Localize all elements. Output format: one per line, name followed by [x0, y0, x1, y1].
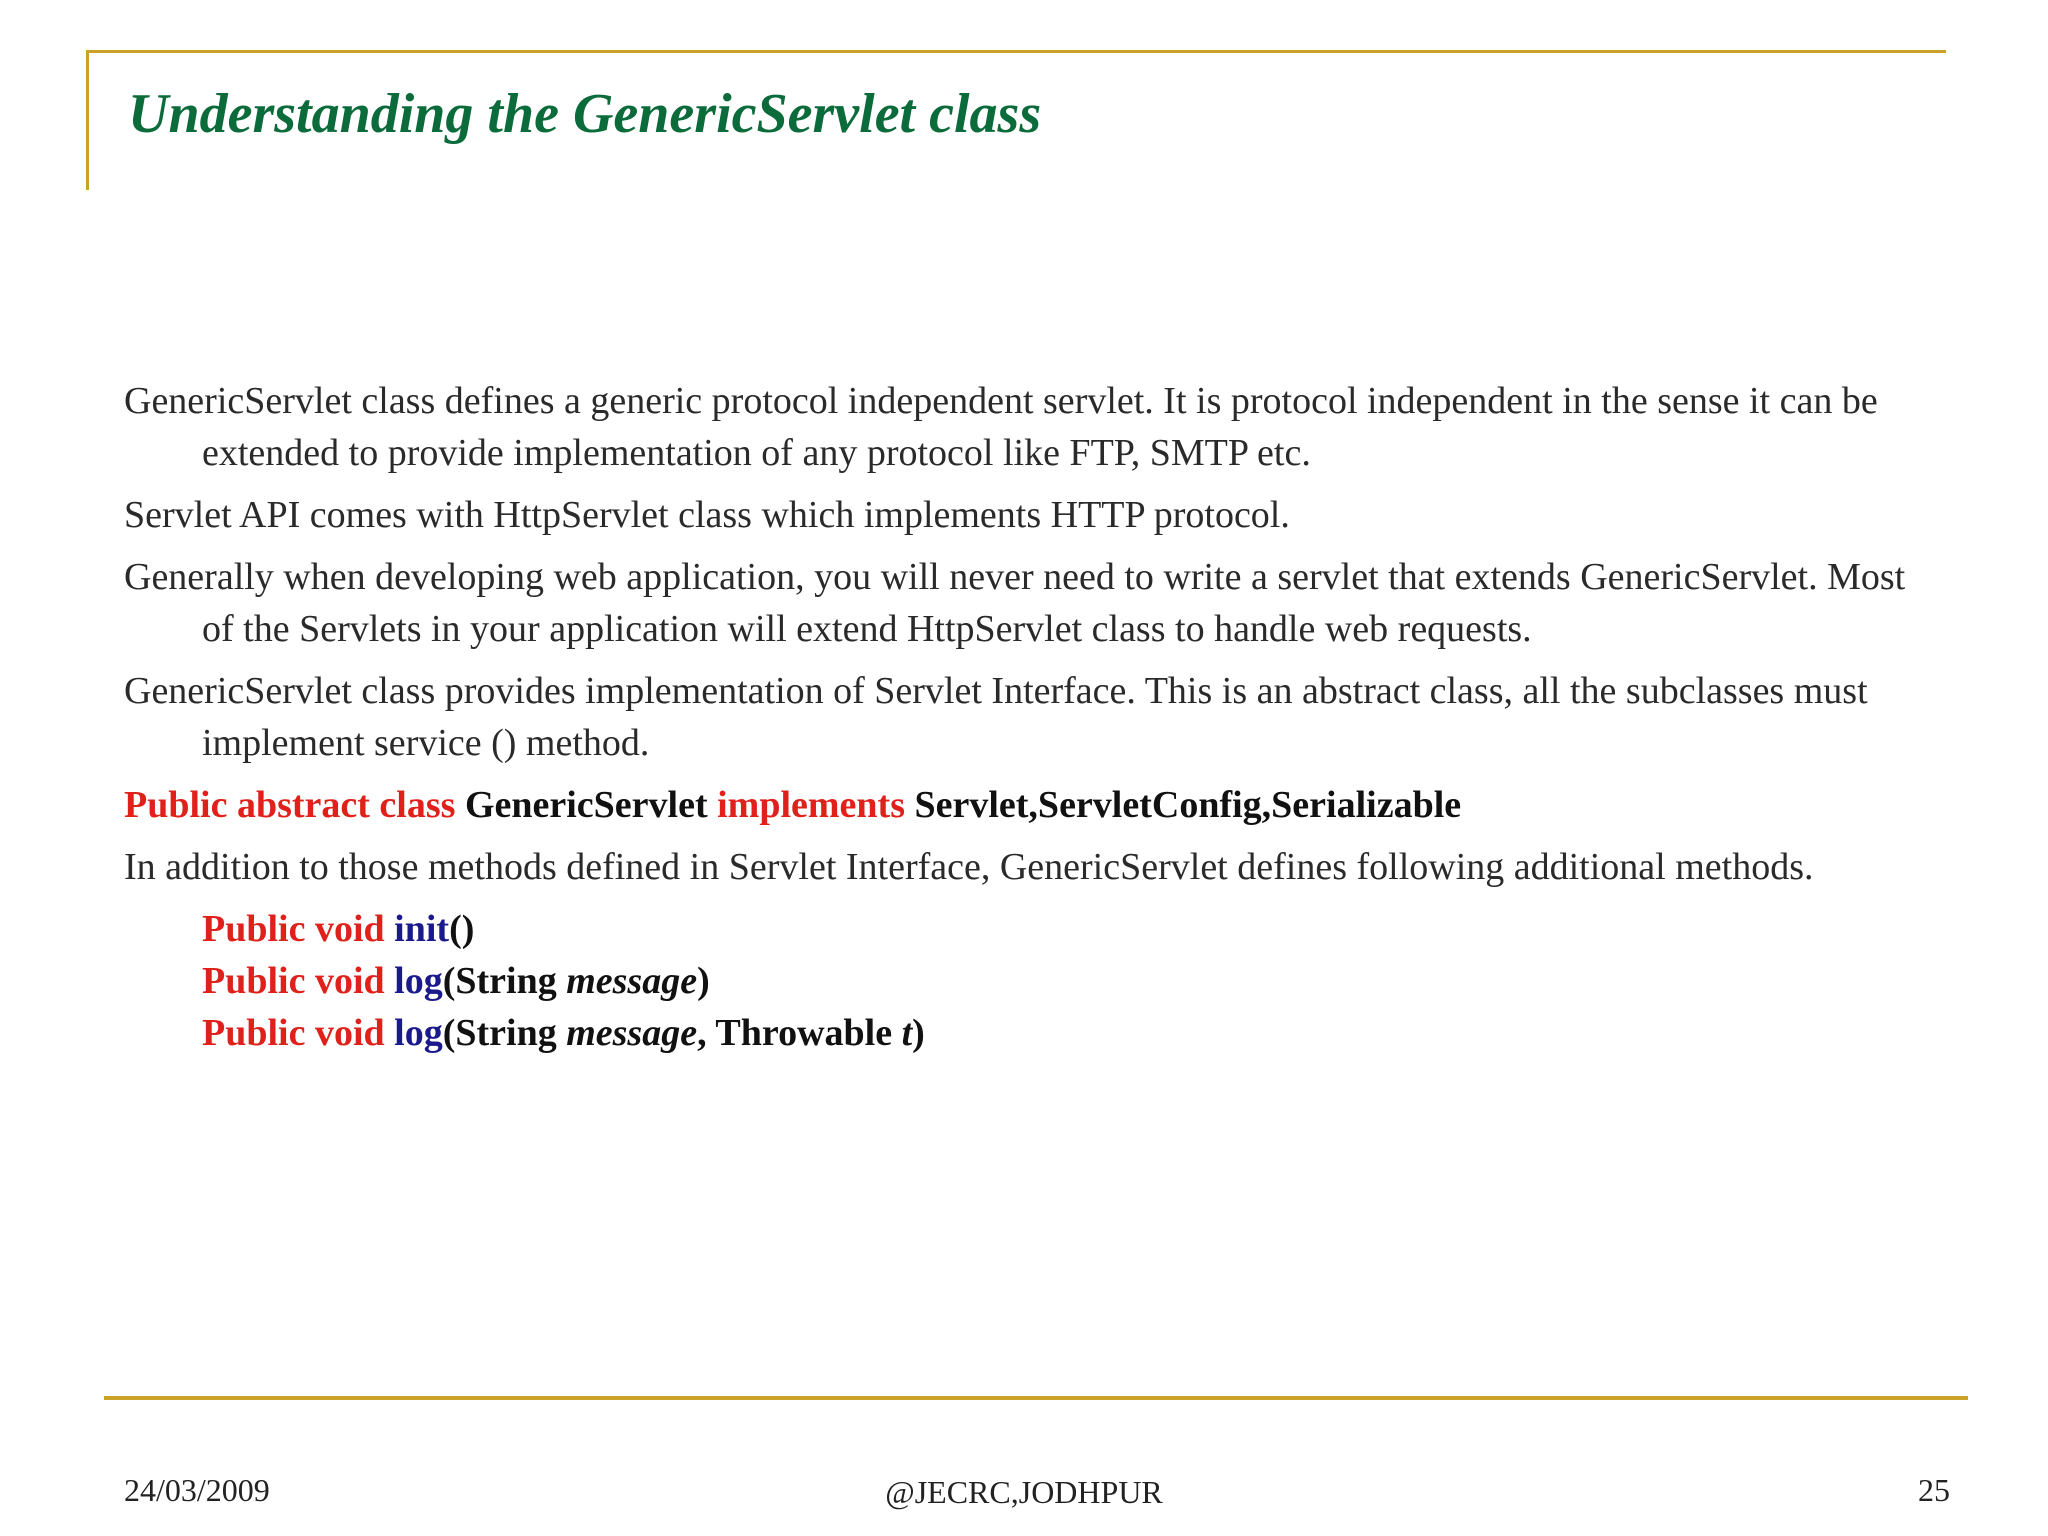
class-declaration [124, 779, 1944, 831]
top-rule [86, 50, 1946, 53]
method-params: (String [442, 960, 567, 1002]
additional-methods-text: In addition to those methods defined in Servlet Interface, GenericServlet defines following additional methods. [124, 846, 1814, 888]
footer-organization: @JECRC,JODHPUR [885, 1474, 1163, 1510]
interface-list: Servlet,ServletConfig,Serializable [914, 784, 1462, 826]
method-signature [202, 903, 1944, 955]
method-close: ) [912, 1012, 925, 1054]
method-params: () [449, 908, 475, 950]
left-rule [86, 50, 89, 190]
footer-date: 24/03/2009 [124, 1472, 270, 1508]
page-number: 25 [1918, 1472, 1950, 1508]
method-name: init [394, 908, 450, 950]
param-name-2: t [901, 1012, 913, 1054]
paragraph-3: Generally when developing web application, you will never need to write a servlet that extends GenericServlet. Most of the Servlets in your application will extend HttpServlet class to handle web requests. [124, 556, 1906, 650]
method-modifier: Public void [202, 960, 385, 1002]
method-params: (String [442, 1012, 567, 1054]
param-name: message [566, 1012, 698, 1054]
paragraph-4: GenericServlet class provides implementation of Servlet Interface. This is an abstract class, all the subclasses must implement service () method. [124, 670, 1868, 764]
paragraph-2: Servlet API comes with HttpServlet class which implements HTTP protocol. [124, 494, 1290, 536]
method-modifier: Public void [202, 1012, 385, 1054]
method-close: ) [697, 960, 710, 1002]
param-name: message [566, 960, 698, 1002]
slide-body [124, 375, 1944, 1059]
method-params-rest: , Throwable [697, 1012, 902, 1054]
method-name: log [394, 960, 443, 1002]
method-list [124, 903, 1944, 1059]
method-modifier: Public void [202, 908, 385, 950]
method-signature [202, 1007, 1944, 1059]
bottom-rule [104, 1396, 1968, 1400]
class-name: GenericServlet [464, 784, 708, 826]
implements-keyword: implements [717, 784, 905, 826]
slide-title: Understanding the GenericServlet class [128, 83, 1042, 145]
method-name: log [394, 1012, 443, 1054]
class-keyword: Public abstract class [124, 784, 456, 826]
paragraph-1: GenericServlet class defines a generic protocol independent servlet. It is protocol independent in the sense it can be extended to provide implementation of any protocol like FTP, SMTP etc. [124, 380, 1878, 474]
method-signature [202, 955, 1944, 1007]
